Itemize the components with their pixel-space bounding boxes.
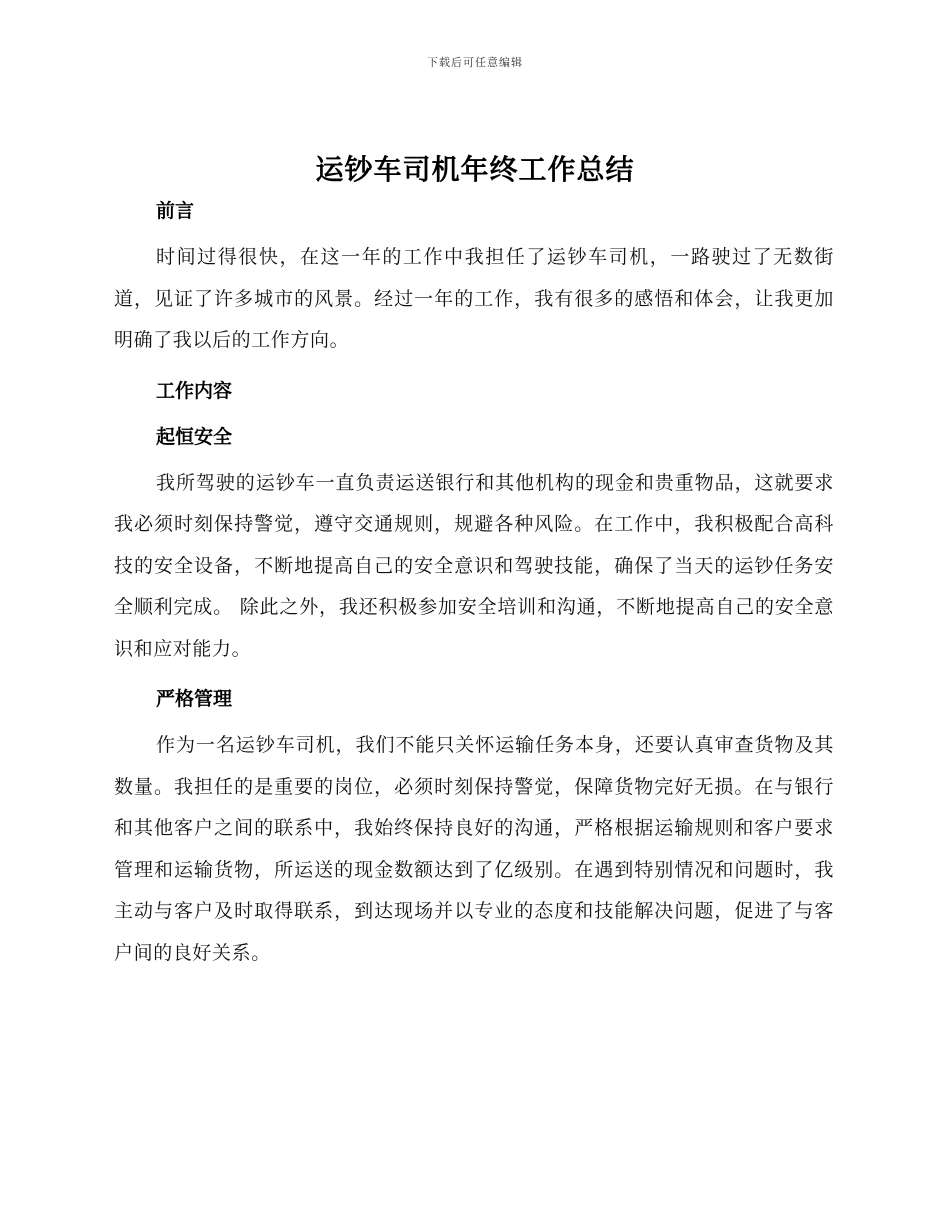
section-heading-preface: 前言 bbox=[156, 200, 195, 222]
document-title: 运钞车司机年终工作总结 bbox=[315, 153, 635, 186]
document-body bbox=[114, 194, 834, 974]
paragraph-preface: 时间过得很快，在这一年的工作中我担任了运钞车司机，一路驶过了无数街道，见证了许多城市的风景。经过一年的工作，我有很多的感悟和体会，让我更加明确了我以后的工作方向。 bbox=[114, 246, 834, 351]
section-heading-management: 严格管理 bbox=[156, 688, 233, 710]
paragraph-safety: 我所驾驶的运钞车一直负责运送银行和其他机构的现金和贵重物品，这就要求我必须时刻保持警觉，遵守交通规则，规避各种风险。在工作中，我积极配合高科技的安全设备，不断地提高自己的安全意识和驾驶技能，确保了当天的运钞任务安全顺利完成。 除此之外，我还积极参加安全培训和沟通，不断地提高自己的安全意识和应对能力。 bbox=[114, 471, 834, 660]
header-note: 下载后可任意编辑 bbox=[427, 56, 523, 69]
section-heading-work: 工作内容 bbox=[156, 379, 233, 402]
paragraph-management: 作为一名运钞车司机，我们不能只关怀运输任务本身，还要认真审查货物及其数量。我担任的是重要的岗位，必须时刻保持警觉，保障货物完好无损。在与银行和其他客户之间的联系中，我始终保持良好的沟通，严格根据运输规则和客户要求管理和运输货物，所运送的现金数额达到了亿级别。在遇到特别情况和问题时，我主动与客户及时取得联系，到达现场并以专业的态度和技能解决问题，促进了与客户间的良好关系。 bbox=[114, 734, 834, 964]
section-heading-safety: 起恒安全 bbox=[156, 425, 233, 448]
